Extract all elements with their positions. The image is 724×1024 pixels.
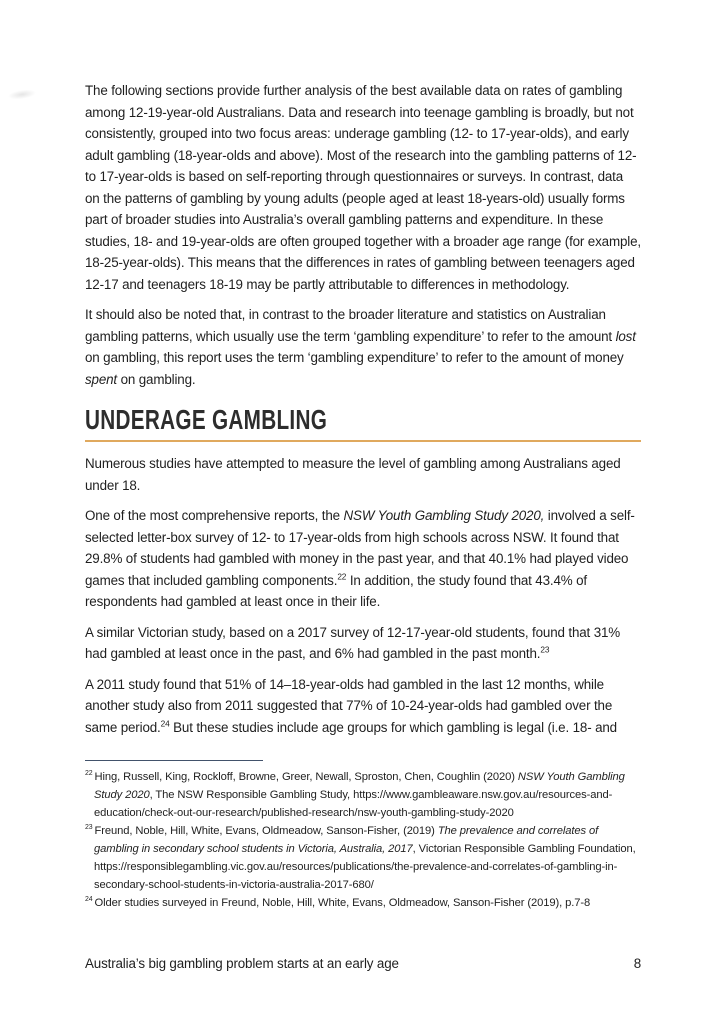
paragraph-intro-1: The following sections provide further analysis of the best available data on rates of gambling among 12-19-year-old Australians. Data and research into teenage gambling is broadly, but not consistently, grouped into two focus areas: underage gambling (12- to 17-year-olds), and early adult gambling (18-year-olds and above). Most of the research into the gambling patterns of 12- to 17-year-olds is based on self-reporting through questionnaires or surveys. In contrast, data on the patterns of gambling by young adults (people aged at least 18-years-old) usually forms part of broader studies into Australia’s overall gambling patterns and expenditure. In these studies, 18- and 19-year-olds are often grouped together with a broader age range (for example, 18-25-year-olds). This means that the differences in rates of gambling between teenagers aged 12-17 and teenagers 18-19 may be partly attributable to differences in methodology. <box>85 83 641 292</box>
footnote-number: 22 <box>85 770 93 778</box>
paragraph-intro-2: It should also be noted that, in contrast to the broader literature and statistics on Australian gambling patterns, which usually use the term ‘gambling expenditure’ to refer to the amount lost on gambling, this report uses the term ‘gambling expenditure’ to refer to the amount of money spent on gambling. <box>85 307 636 387</box>
footnote-text: Hing, Russell, King, Rockloff, Browne, Greer, Newall, Sproston, Chen, Coughlin (2020) NSW Youth Gambling Study 2020, The NSW Responsible Gambling Study, https://www.gambleaware.nsw.gov.au/resources-and-education/check-out-our-research/published-research/nsw-youth-gambling-study-2020 <box>94 771 625 819</box>
page-footer <box>85 956 641 971</box>
footnote-text: Freund, Noble, Hill, White, Evans, Oldmeadow, Sanson-Fisher, (2019) The prevalence and correlates of gambling in secondary school students in Victoria, Australia, 2017, Victorian Responsible Gambling Foundation, https://responsiblegambling.vic.gov.au/resources/publications/the-prevalence-and-correlates-of-gambling-in-secondary-school-students-in-victoria-australia-2017-680/ <box>94 825 636 891</box>
footnote-24 <box>85 894 641 912</box>
page-number: 8 <box>633 956 641 971</box>
footnote-22 <box>85 768 641 822</box>
footnote-23 <box>85 822 641 894</box>
scan-artifact <box>8 88 37 101</box>
heading-rule <box>85 405 641 442</box>
footer-title: Australia’s big gambling problem starts at an early age <box>85 956 399 971</box>
paragraph-underage-4: A 2011 study found that 51% of 14–18-year-olds had gambled in the last 12 months, while another study also from 2011 suggested that 77% of 10-24-year-olds had gambled over the same period.$^{24}$ But these studies include age groups for which gambling is legal (i.e. 18- and <box>85 676 617 735</box>
paragraph-underage-3: A similar Victorian study, based on a 2017 survey of 12-17-year-old students, found that 31% had gambled at least once in the past, and 6% had gambled in the past month.$^{23}$ <box>85 624 621 661</box>
page-content <box>85 80 641 912</box>
footnote-number: 24 <box>85 896 93 904</box>
footnote-number: 23 <box>85 824 93 832</box>
footnote-separator <box>85 760 263 761</box>
paragraph-underage-2: One of the most comprehensive reports, the NSW Youth Gambling Study 2020, involved a self-selected letter-box survey of 12- to 17-year-olds from high schools across NSW. It found that 29.8% of students had gambled with money in the past year, and that 40.1% had played video games that included gambling components.$^{22}$ In addition, the study found that 43.4% of respondents had gambled at least once in their life. <box>85 508 635 609</box>
paragraph-underage-1: Numerous studies have attempted to measure the level of gambling among Australians aged under 18. <box>85 456 621 493</box>
section-heading: UNDERAGE GAMBLING <box>85 404 328 435</box>
footnote-text: Older studies surveyed in Freund, Noble, Hill, White, Evans, Oldmeadow, Sanson-Fisher (2019), p.7-8 <box>94 897 591 909</box>
